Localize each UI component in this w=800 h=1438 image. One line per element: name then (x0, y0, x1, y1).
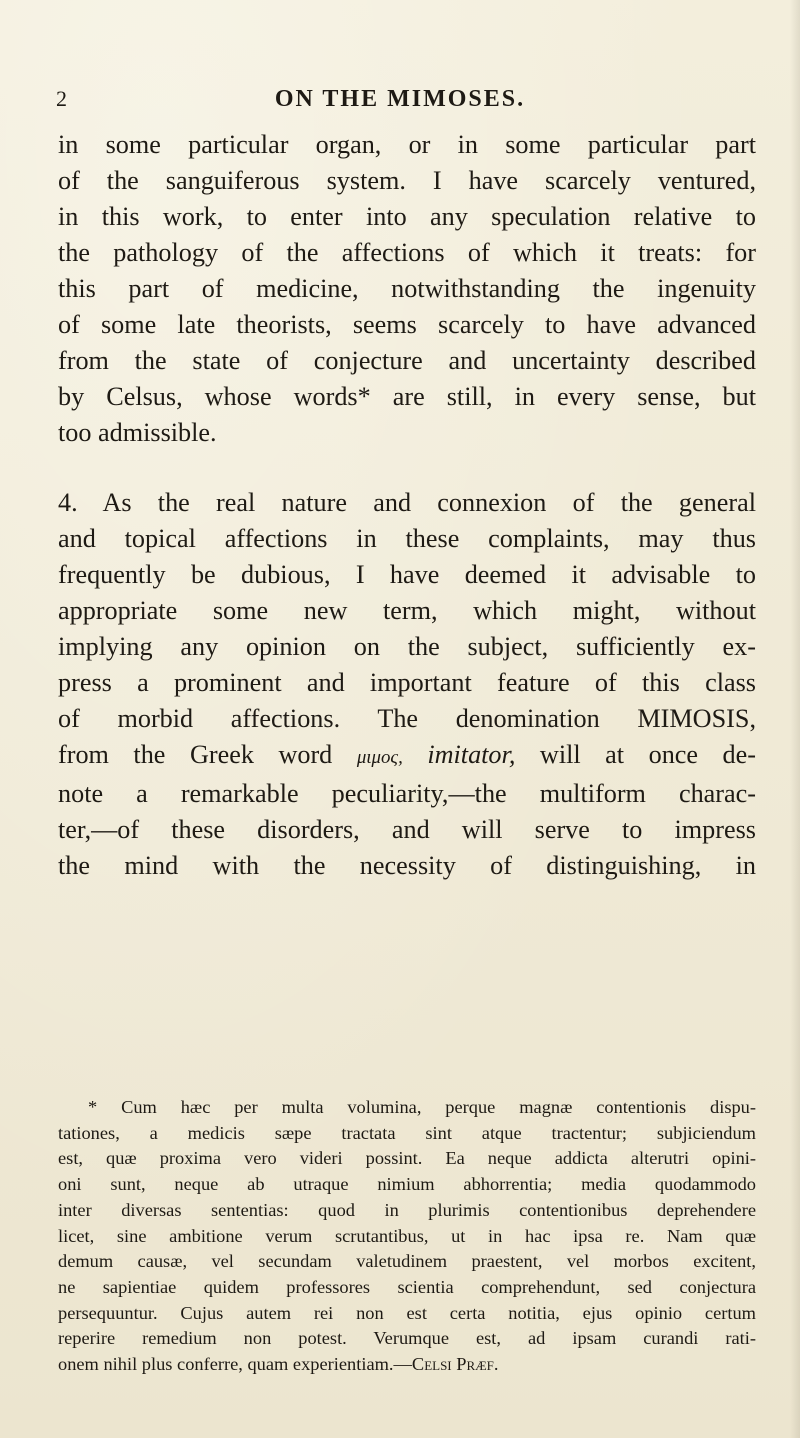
text-line: appropriate some new term, which might, without (58, 596, 756, 625)
text-line: from the state of conjecture and uncertainty described (58, 346, 756, 375)
body-text (58, 127, 756, 884)
text-line: the pathology of the affections of which it treats: for (58, 238, 756, 267)
footnote-line: tationes, a medicis sæpe tractata sint atque tractentur; subjiciendum (58, 1122, 756, 1143)
text-line: 4. As the real nature and connexion of the general (58, 488, 756, 517)
paragraph-2 (58, 485, 756, 884)
text-line: of morbid affections. The denomination MIMOSIS, (58, 704, 756, 733)
text-line: in this work, to enter into any speculation relative to (58, 202, 756, 231)
footnote-line: inter diversas sententias: quod in plurimis contentionibus deprehendere (58, 1199, 756, 1220)
footnote-line: reperire remedium non potest. Verumque est, ad ipsam curandi rati- (58, 1328, 756, 1349)
footnote-line: est, quæ proxima vero videri possint. Ea neque addicta alterutri opini- (58, 1148, 756, 1169)
paragraph-1 (58, 127, 756, 451)
text-line: note a remarkable peculiarity,—the multiform charac- (58, 779, 756, 808)
page-edge-shadow (790, 0, 800, 1438)
text-line: press a prominent and important feature of this class (58, 668, 756, 697)
greek-word: μιμος, (356, 747, 403, 768)
footnote-line: demum causæ, vel secundam valetudinem praestent, vel morbos excitent, (58, 1251, 756, 1272)
page-number: 2 (56, 86, 68, 111)
text-line: and topical affections in these complaints, may thus (58, 524, 756, 553)
footnote-line: persequuntur. Cujus autem rei non est certa notitia, ejus opinio certum (58, 1302, 756, 1323)
text-line: by Celsus, whose words* are still, in every sense, but (58, 382, 756, 411)
text-line: of some late theorists, seems scarcely to have advanced (58, 310, 756, 339)
text-line: of the sanguiferous system. I have scarcely ventured, (58, 166, 756, 195)
footnote-line: oni sunt, neque ab utraque nimium abhorrentia; media quodammodo (58, 1174, 756, 1195)
italic-word: imitator, (427, 740, 516, 769)
text-line: implying any opinion on the subject, sufficiently ex- (58, 632, 756, 661)
text-line: frequently be dubious, I have deemed it advisable to (58, 560, 756, 589)
footnote (58, 1095, 756, 1378)
text-run: onem nihil plus conferre, quam experientiam.— (58, 1354, 412, 1375)
paragraph-gap (58, 451, 756, 485)
running-head: ON THE MIMOSES. (274, 86, 526, 112)
footnote-line: ne sapientiae quidem professores scientia comprehendunt, sed conjectura (58, 1276, 756, 1297)
page-header (0, 86, 800, 126)
footnote-line: * Cum hæc per multa volumina, perque magnæ contentionis dispu- (88, 1097, 756, 1117)
footnote-attribution-line (58, 1352, 756, 1378)
text-line: the mind with the necessity of distinguishing, in (58, 851, 756, 880)
citation-source: Celsi Præf. (411, 1354, 499, 1375)
text-line: too admissible. (58, 418, 217, 447)
text-run: from the Greek word (58, 740, 357, 769)
text-line: this part of medicine, notwithstanding the ingenuity (58, 274, 756, 303)
text-line-greek (58, 737, 756, 776)
text-line: in some particular organ, or in some particular part (58, 130, 756, 159)
footnote-line: licet, sine ambitione verum scrutantibus, ut in hac ipsa re. Nam quæ (58, 1225, 756, 1246)
text-run: will at once de- (515, 740, 756, 769)
text-line: ter,—of these disorders, and will serve to impress (58, 815, 756, 844)
